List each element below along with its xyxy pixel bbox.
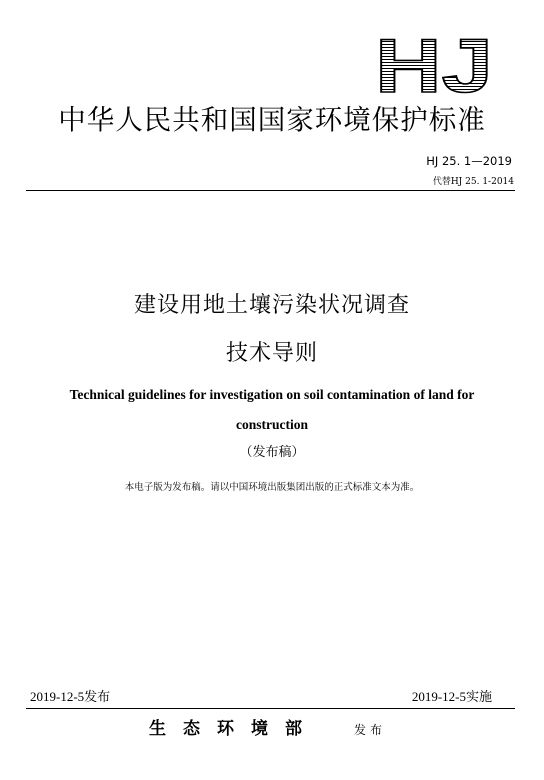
hj-logo (372, 34, 496, 96)
hj-logo-graphic (372, 34, 496, 96)
standard-series-title: 中华人民共和国国家环境保护标准 (58, 104, 486, 136)
publish-verb: 发布 (354, 723, 387, 737)
replaces-standard: 代替HJ 25. 1-2014 (432, 177, 514, 187)
electronic-version-notice: 本电子版为发布稿。请以中国环境出版集团出版的正式标准文本为准。 (124, 482, 420, 493)
issue-date: 2019-12-5发布 (30, 689, 111, 704)
english-title-line-1: Technical guidelines for investigation on soil contamination of land for (69, 387, 475, 402)
hj-logo-text: HJ (375, 34, 493, 96)
implementation-date: 2019-12-5实施 (411, 689, 492, 704)
footer-divider (26, 708, 515, 709)
standard-number: HJ 25. 1—2019 (426, 154, 512, 168)
draft-label: （发布稿） (239, 445, 305, 460)
header-divider (26, 190, 515, 191)
english-title-line-2: construction (236, 417, 308, 432)
chinese-title-line-1: 建设用地土壤污染状况调查 (133, 293, 410, 318)
publisher-name: 生态环境部 (149, 719, 319, 739)
chinese-title-line-2: 技术导则 (225, 341, 318, 366)
